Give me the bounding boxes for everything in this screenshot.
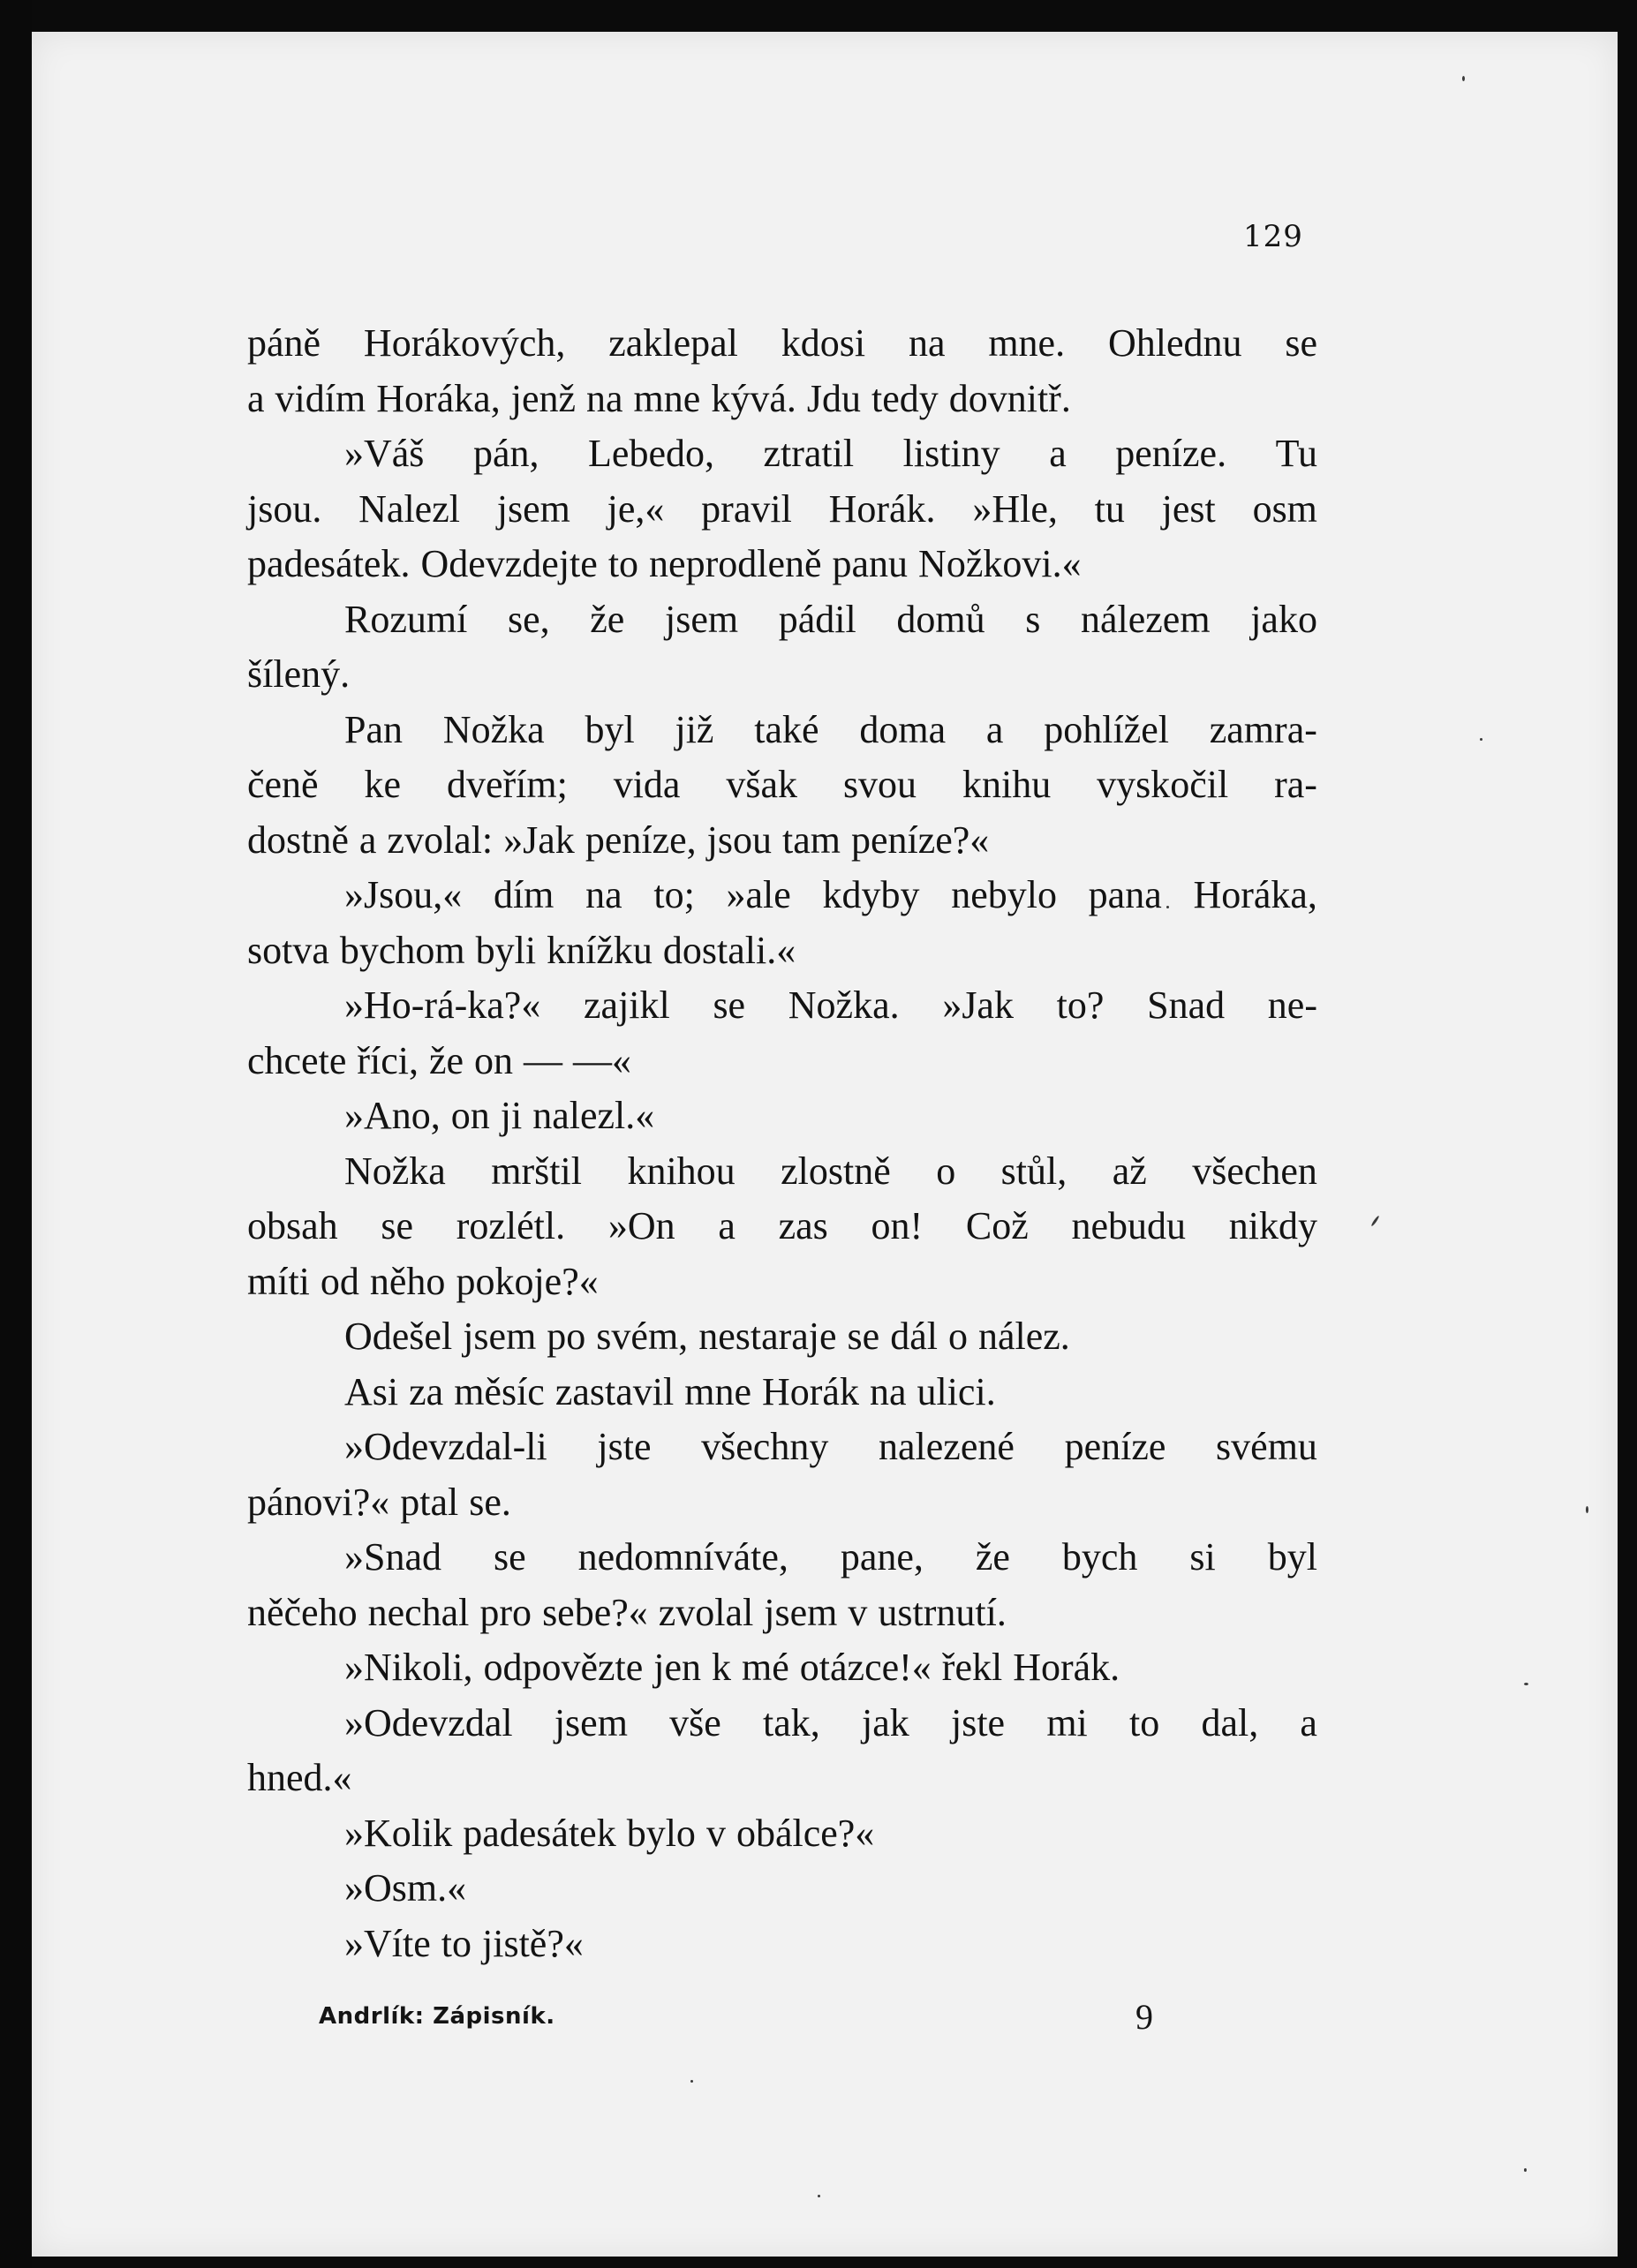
scan-speck xyxy=(818,2195,820,2197)
page-footer xyxy=(319,1996,1166,2040)
scan-speck xyxy=(1524,2168,1527,2172)
scan-speck xyxy=(1370,1215,1379,1226)
scan-speck xyxy=(1586,1506,1588,1513)
text-line: čeně ke dveřím; vida však svou knihu vyskočil ra- xyxy=(247,763,1317,806)
scan-dark-edge xyxy=(0,0,32,2268)
sheet-number: 9 xyxy=(1135,1997,1153,2037)
text-line: chcete říci, že on — —« xyxy=(247,1038,632,1082)
text-line: »Odevzdal-li jste všechny nalezené peníze svému xyxy=(344,1425,1317,1468)
text-line: »Osm.« xyxy=(344,1866,467,1910)
scan-speck xyxy=(1166,906,1169,908)
scan-speck xyxy=(690,2080,693,2083)
text-line: »Jsou,« dím na to; »ale kdyby nebylo pana Horáka, xyxy=(344,873,1317,916)
text-line: pánovi?« ptal se. xyxy=(247,1480,511,1524)
text-line: míti od něho pokoje?« xyxy=(247,1259,599,1303)
book-page xyxy=(32,32,1618,2257)
text-line: »Kolik padesátek bylo v obálce?« xyxy=(344,1811,875,1855)
text-line: »Snad se nedomníváte, pane, že bych si byl xyxy=(344,1535,1317,1579)
text-line: Odešel jsem po svém, nestaraje se dál o nález. xyxy=(344,1315,1070,1358)
text-line: a vidím Horáka, jenž na mne kývá. Jdu tedy dovnitř. xyxy=(247,376,1071,420)
text-line: »Nikoli, odpovězte jen k mé otázce!« řekl Horák. xyxy=(344,1646,1120,1689)
scan-speck xyxy=(1524,1683,1528,1685)
text-line: Pan Nožka byl již také doma a pohlížel zamra- xyxy=(344,707,1317,751)
text-line: páně Horákových, zaklepal kdosi na mne. Ohlednu se xyxy=(247,321,1317,365)
text-line: šílený. xyxy=(247,652,351,696)
text-line: »Ho-rá-ka?« zajikl se Nožka. »Jak to? Snad ne- xyxy=(344,983,1317,1027)
text-line: hned.« xyxy=(247,1756,352,1799)
text-line: obsah se rozlétl. »On a zas on! Což nebudu nikdy xyxy=(247,1204,1317,1247)
text-line: »Váš pán, Lebedo, ztratil listiny a peníze. Tu xyxy=(344,432,1317,475)
page-body-text xyxy=(247,316,1317,1971)
scan-speck xyxy=(1480,738,1482,741)
text-line: Asi za měsíc zastavil mne Horák na ulici. xyxy=(344,1369,996,1413)
scan-speck xyxy=(1462,76,1465,81)
text-line: jsou. Nalezl jsem je,« pravil Horák. »Hle, tu jest osm xyxy=(247,486,1317,531)
text-line: dostně a zvolal: »Jak peníze, jsou tam peníze?« xyxy=(247,818,990,862)
text-line: sotva bychom byli knížku dostali.« xyxy=(247,928,796,972)
text-line: »Ano, on ji nalezl.« xyxy=(344,1094,655,1137)
text-line: »Víte to jistě?« xyxy=(344,1921,584,1965)
signature-mark: Andrlík: Zápisník. xyxy=(319,2003,555,2030)
text-line: padesátek. Odevzdejte to neprodleně panu Nožkovi.« xyxy=(247,542,1082,585)
text-line: Nožka mrštil knihou zlostně o stůl, až všechen xyxy=(344,1149,1317,1193)
page-number: 129 xyxy=(1243,219,1303,254)
text-line: něčeho nechal pro sebe?« zvolal jsem v ustrnutí. xyxy=(247,1590,1007,1634)
text-line: »Odevzdal jsem vše tak, jak jste mi to dal, a xyxy=(344,1700,1317,1744)
text-line: Rozumí se, že jsem pádil domů s nálezem jako xyxy=(344,597,1317,641)
